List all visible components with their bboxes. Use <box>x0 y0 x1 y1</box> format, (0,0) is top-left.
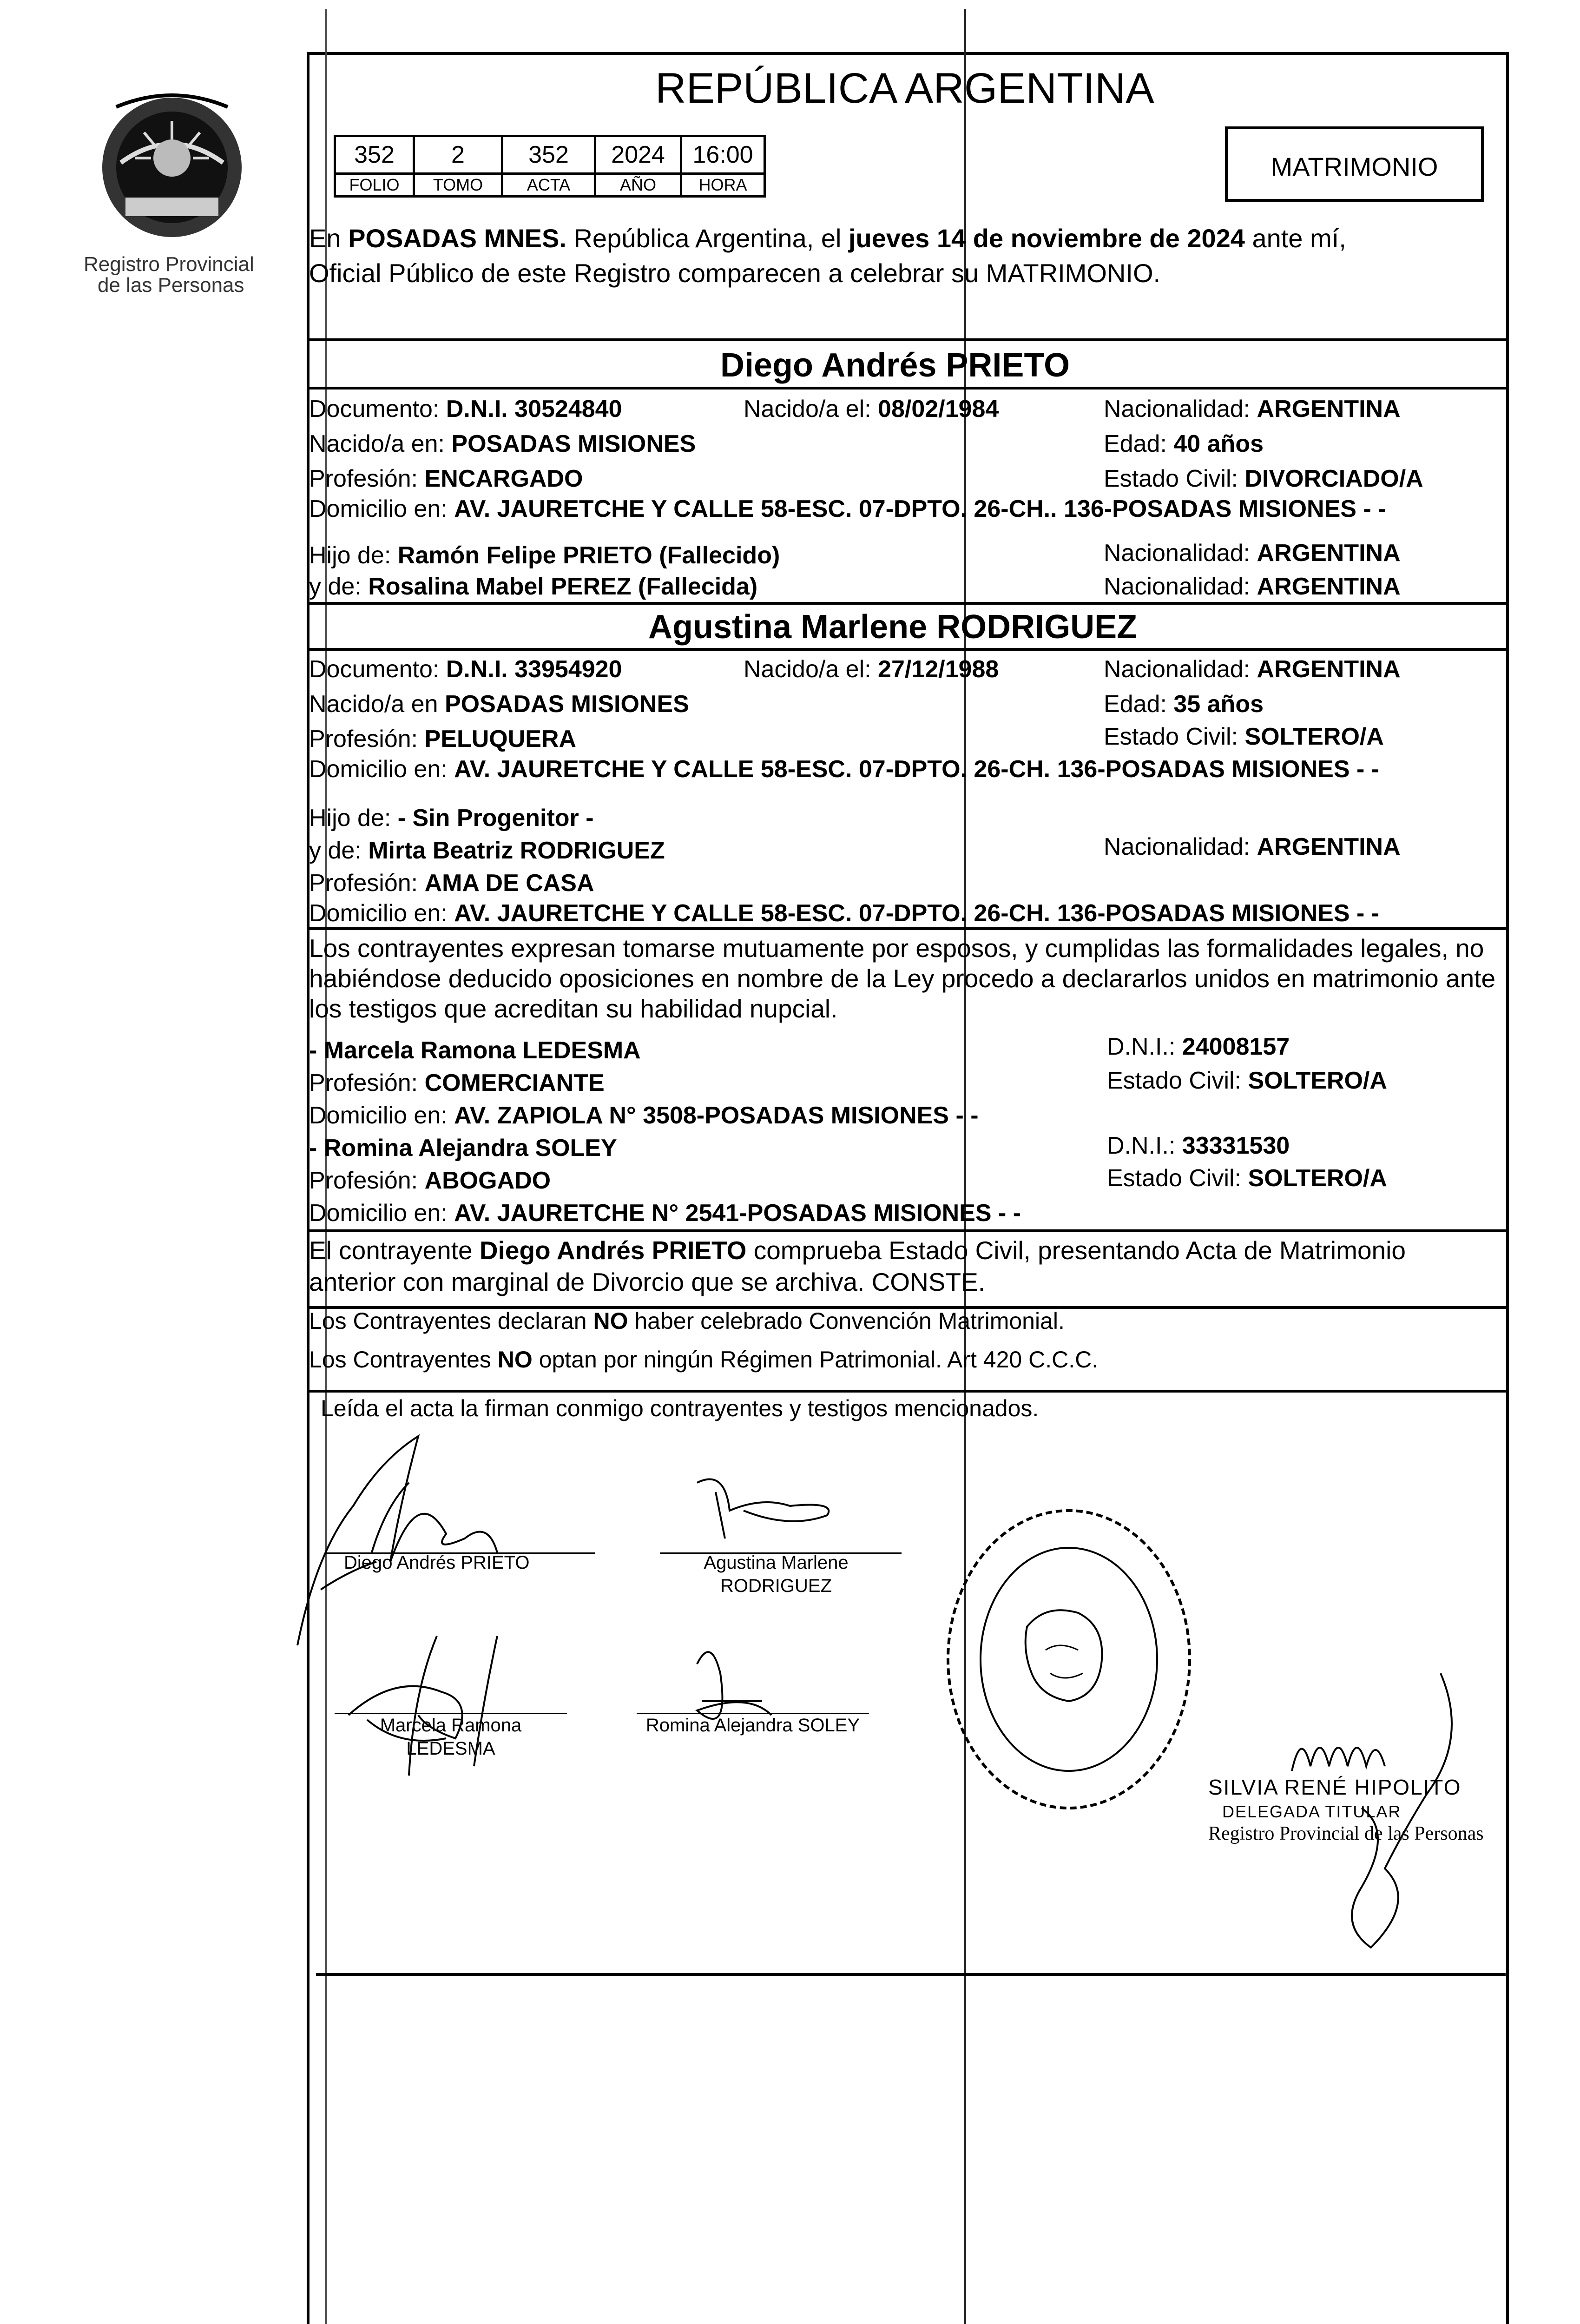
c2-document <box>309 655 622 683</box>
c1-address <box>309 495 1386 523</box>
note2-line1 <box>309 1307 1065 1335</box>
signature-caption-ledesma-2: LEDESMA <box>406 1738 495 1759</box>
c1-mother-value: Rosalina Mabel PEREZ (Fallecida) <box>368 573 758 600</box>
c2-born-label: Nacido/a el: <box>744 656 878 683</box>
intro-text-a: En <box>309 224 349 253</box>
w1-dni-value: 24008157 <box>1182 1033 1290 1060</box>
w2-dni-value: 33331530 <box>1182 1132 1290 1159</box>
intro-date: jueves 14 de noviembre de 2024 <box>848 224 1245 253</box>
rule-declaration <box>309 927 1506 930</box>
year-caption: AÑO <box>595 174 681 197</box>
signature-strokes <box>279 1413 1487 1971</box>
note2-text-a: Los Contrayentes declaran <box>309 1308 593 1334</box>
signature-caption-rodriguez-1: Agustina Marlene <box>704 1552 849 1573</box>
c2-age-label: Edad: <box>1104 691 1174 718</box>
w1-dni-label: D.N.I.: <box>1107 1033 1182 1060</box>
c2-doc-value: D.N.I. 33954920 <box>446 656 622 683</box>
closing-text: Leída el acta la firman conmigo contrayentes y testigos mencionados. <box>321 1395 1039 1421</box>
hour-caption: HORA <box>681 174 765 197</box>
rule-closing <box>309 1390 1506 1393</box>
c1-father-label: Hijo de: <box>309 542 398 569</box>
c1-doc-value: D.N.I. 30524840 <box>446 396 622 423</box>
c2-civil-value: SOLTERO/A <box>1244 723 1384 750</box>
witness1-profession <box>309 1069 605 1097</box>
declaration-line2: habiéndose deducido oposiciones en nombre de la Ley procedo a declararlos unidos en matrimonio ante <box>309 964 1496 993</box>
declaration-line1: Los contrayentes expresan tomarse mutuamente por esposos, y cumplidas las formalidades legales, no <box>309 934 1484 963</box>
c1-addr-value: AV. JAURETCHE Y CALLE 58-ESC. 07-DPTO. 26-CH.. 136-POSADAS MISIONES - - <box>454 495 1386 522</box>
record-fields-table <box>334 135 766 198</box>
contrayente1-name: Diego Andrés PRIETO <box>720 347 1070 384</box>
province-shield-icon <box>88 88 256 242</box>
c1-born-label: Nacido/a el: <box>744 396 878 423</box>
witness1-address <box>309 1102 979 1129</box>
c1-father-nat-value: ARGENTINA <box>1257 540 1401 567</box>
tomo-value: 2 <box>414 136 502 174</box>
document-title: REPÚBLICA ARGENTINA <box>655 65 1154 112</box>
witness2-dni <box>1107 1132 1290 1160</box>
rule-note1 <box>309 1229 1506 1232</box>
c2-profession <box>309 725 576 753</box>
note2-no-1: NO <box>593 1308 628 1334</box>
intro-place: POSADAS MNES. <box>348 224 566 253</box>
w2-addr-label: Domicilio en: <box>309 1200 454 1227</box>
c1-born <box>744 395 999 423</box>
rule-name2 <box>309 648 1506 651</box>
witness1-civil <box>1107 1067 1387 1095</box>
c2-address <box>309 755 1379 783</box>
w2-civil-label: Estado Civil: <box>1107 1165 1248 1192</box>
c1-civil-status <box>1104 465 1423 493</box>
c1-father-value: Ramón Felipe PRIETO (Fallecido) <box>397 542 780 569</box>
c2-mother-address <box>309 899 1379 927</box>
signature-prieto <box>297 1436 497 1645</box>
declaration-line3: los testigos que acreditan su habilidad nupcial. <box>309 994 838 1023</box>
witness2-profession <box>309 1167 551 1195</box>
witness1-dni <box>1107 1033 1290 1061</box>
c2-nat-label: Nacionalidad: <box>1104 656 1257 683</box>
logo-caption-line1: Registro Provincial <box>84 253 254 276</box>
w2-prof-value: ABOGADO <box>424 1167 551 1194</box>
c1-age-label: Edad: <box>1104 430 1174 457</box>
official-name: SILVIA RENÉ HIPOLITO <box>1208 1775 1462 1799</box>
c2-mother-nat-label: Nacionalidad: <box>1104 833 1257 860</box>
note1-text-a: El contrayente <box>309 1236 480 1265</box>
registry-logo <box>84 88 256 311</box>
official-office: Registro Provincial de las Personas <box>1208 1823 1484 1844</box>
c2-age <box>1104 690 1264 718</box>
c1-mother-nationality <box>1104 573 1401 601</box>
w2-prof-label: Profesión: <box>309 1167 425 1194</box>
c2-mother <box>309 837 665 865</box>
c2-mother-addr-label: Domicilio en: <box>309 900 454 927</box>
note1-name: Diego Andrés PRIETO <box>479 1236 747 1265</box>
w2-civil-value: SOLTERO/A <box>1248 1165 1387 1192</box>
note2-no-2: NO <box>497 1347 533 1373</box>
intro-line2: Oficial Público de este Registro comparecen a celebrar su MATRIMONIO. <box>309 258 1161 288</box>
note2-line2 <box>309 1346 1098 1373</box>
c2-age-value: 35 años <box>1173 691 1264 718</box>
c1-age-value: 40 años <box>1173 430 1264 457</box>
c1-place-label: Nacido/a en: <box>309 430 452 457</box>
official-role: DELEGADA TITULAR <box>1222 1802 1402 1821</box>
c1-mother-nat-value: ARGENTINA <box>1257 573 1401 600</box>
signature-line-3 <box>335 1713 567 1714</box>
hour-value: 16:00 <box>681 136 765 174</box>
c1-nationality <box>1104 395 1401 423</box>
note2-text-f: optan por ningún Régimen Patrimonial. Art 420 C.C.C. <box>532 1347 1099 1373</box>
w2-dni-label: D.N.I.: <box>1107 1132 1182 1159</box>
c2-doc-label: Documento: <box>309 656 446 683</box>
year-value: 2024 <box>595 136 681 174</box>
signature-line-4 <box>637 1713 869 1714</box>
c2-mother-profession <box>309 869 594 897</box>
c2-father-label: Hijo de: <box>309 805 398 832</box>
c1-born-value: 08/02/1984 <box>878 396 999 423</box>
c2-place-value: POSADAS MISIONES <box>444 691 689 718</box>
act-type-box <box>1225 126 1484 202</box>
w1-prof-value: COMERCIANTE <box>424 1070 605 1096</box>
c1-nat-label: Nacionalidad: <box>1104 396 1257 423</box>
rule-bottom <box>316 1973 1506 1976</box>
note2-text-c: haber celebrado Convención Matrimonial. <box>628 1308 1065 1334</box>
c1-civil-label: Estado Civil: <box>1104 465 1245 492</box>
c2-mother-addr-value: AV. JAURETCHE Y CALLE 58-ESC. 07-DPTO. 26-CH. 136-POSADAS MISIONES - - <box>454 900 1380 927</box>
witness2-name: - Romina Alejandra SOLEY <box>309 1135 617 1162</box>
note1-line2: anterior con marginal de Divorcio que se archiva. CONSTE. <box>309 1268 986 1296</box>
c2-place-label: Nacido/a en <box>309 691 445 718</box>
folio-caption: FOLIO <box>335 174 414 197</box>
note1-text-b: comprueba Estado Civil, presentando Acta de Matrimonio <box>746 1236 1406 1265</box>
c2-nationality <box>1104 655 1401 683</box>
folio-value: 352 <box>335 136 414 174</box>
c2-born <box>744 655 999 683</box>
c1-prof-label: Profesión: <box>309 465 425 492</box>
rule-header <box>309 338 1506 341</box>
signature-rodriguez <box>697 1479 829 1539</box>
witness2-civil <box>1107 1164 1387 1192</box>
signature-soley <box>697 1652 771 1719</box>
c2-addr-value: AV. JAURETCHE Y CALLE 58-ESC. 07-DPTO. 26-CH. 136-POSADAS MISIONES - - <box>454 756 1380 783</box>
c2-father <box>309 804 594 832</box>
c1-father-nationality <box>1104 539 1401 567</box>
signature-caption-soley: Romina Alejandra SOLEY <box>645 1715 860 1736</box>
c2-mother-value: Mirta Beatriz RODRIGUEZ <box>368 837 665 864</box>
c1-mother-nat-label: Nacionalidad: <box>1104 573 1257 600</box>
c2-mother-nationality <box>1104 833 1401 861</box>
c2-civil-label: Estado Civil: <box>1104 723 1245 750</box>
c2-nat-value: ARGENTINA <box>1257 656 1401 683</box>
rule-name2-top <box>309 602 1506 605</box>
c1-addr-label: Domicilio en: <box>309 495 454 522</box>
c1-mother-label: y de: <box>309 573 369 600</box>
c1-father <box>309 541 780 569</box>
w1-addr-label: Domicilio en: <box>309 1102 454 1129</box>
logo-caption-line2: de las Personas <box>98 274 244 297</box>
c2-born-value: 27/12/1988 <box>878 656 999 683</box>
contrayente2-name: Agustina Marlene RODRIGUEZ <box>648 608 1138 646</box>
w2-addr-value: AV. JAURETCHE N° 2541-POSADAS MISIONES - - <box>454 1200 1021 1227</box>
note2-text-d: Los Contrayentes <box>309 1347 498 1373</box>
note1-line1 <box>309 1236 1406 1264</box>
c1-prof-value: ENCARGADO <box>424 465 583 492</box>
c2-father-value: - Sin Progenitor - <box>397 805 594 832</box>
c1-doc-label: Documento: <box>309 396 446 423</box>
w1-prof-label: Profesión: <box>309 1070 425 1096</box>
c2-civil-status <box>1104 723 1384 751</box>
w1-civil-label: Estado Civil: <box>1107 1067 1248 1094</box>
c1-profession <box>309 465 583 493</box>
c2-prof-label: Profesión: <box>309 726 425 753</box>
c2-prof-value: PELUQUERA <box>424 726 577 753</box>
c2-mother-prof-value: AMA DE CASA <box>424 870 594 897</box>
witness1-name: - Marcela Ramona LEDESMA <box>309 1037 641 1064</box>
c1-nat-value: ARGENTINA <box>1257 396 1401 423</box>
c1-document <box>309 395 622 423</box>
c2-mother-nat-value: ARGENTINA <box>1257 833 1401 860</box>
acta-caption: ACTA <box>502 174 595 197</box>
w1-civil-value: SOLTERO/A <box>1248 1067 1387 1094</box>
witness2-address <box>309 1199 1021 1227</box>
signature-caption-rodriguez-2: RODRIGUEZ <box>720 1576 832 1596</box>
w1-addr-value: AV. ZAPIOLA N° 3508-POSADAS MISIONES - - <box>454 1102 979 1129</box>
c1-mother <box>309 573 757 601</box>
acta-value: 352 <box>502 136 595 174</box>
seal-ring-icon <box>939 1497 1199 1822</box>
c2-mother-label: y de: <box>309 837 369 864</box>
c1-place-value: POSADAS MISIONES <box>451 430 696 457</box>
tomo-caption: TOMO <box>414 174 502 197</box>
c2-mother-prof-label: Profesión: <box>309 870 425 897</box>
intro-line1 <box>309 223 1346 254</box>
c1-father-nat-label: Nacionalidad: <box>1104 540 1257 567</box>
rule-name1 <box>309 387 1506 390</box>
c1-birthplace <box>309 430 696 458</box>
c2-birthplace <box>309 690 689 718</box>
c1-age <box>1104 430 1264 458</box>
intro-text-b: República Argentina, el <box>566 224 849 253</box>
c2-addr-label: Domicilio en: <box>309 756 454 783</box>
signature-caption-ledesma-1: Marcela Ramona <box>380 1715 522 1736</box>
intro-text-c: ante mí, <box>1244 224 1346 253</box>
registry-seal <box>939 1497 1199 1822</box>
act-type: MATRIMONIO <box>1271 152 1438 181</box>
signature-caption-prieto: Diego Andrés PRIETO <box>344 1552 530 1573</box>
c1-civil-value: DIVORCIADO/A <box>1244 465 1423 492</box>
